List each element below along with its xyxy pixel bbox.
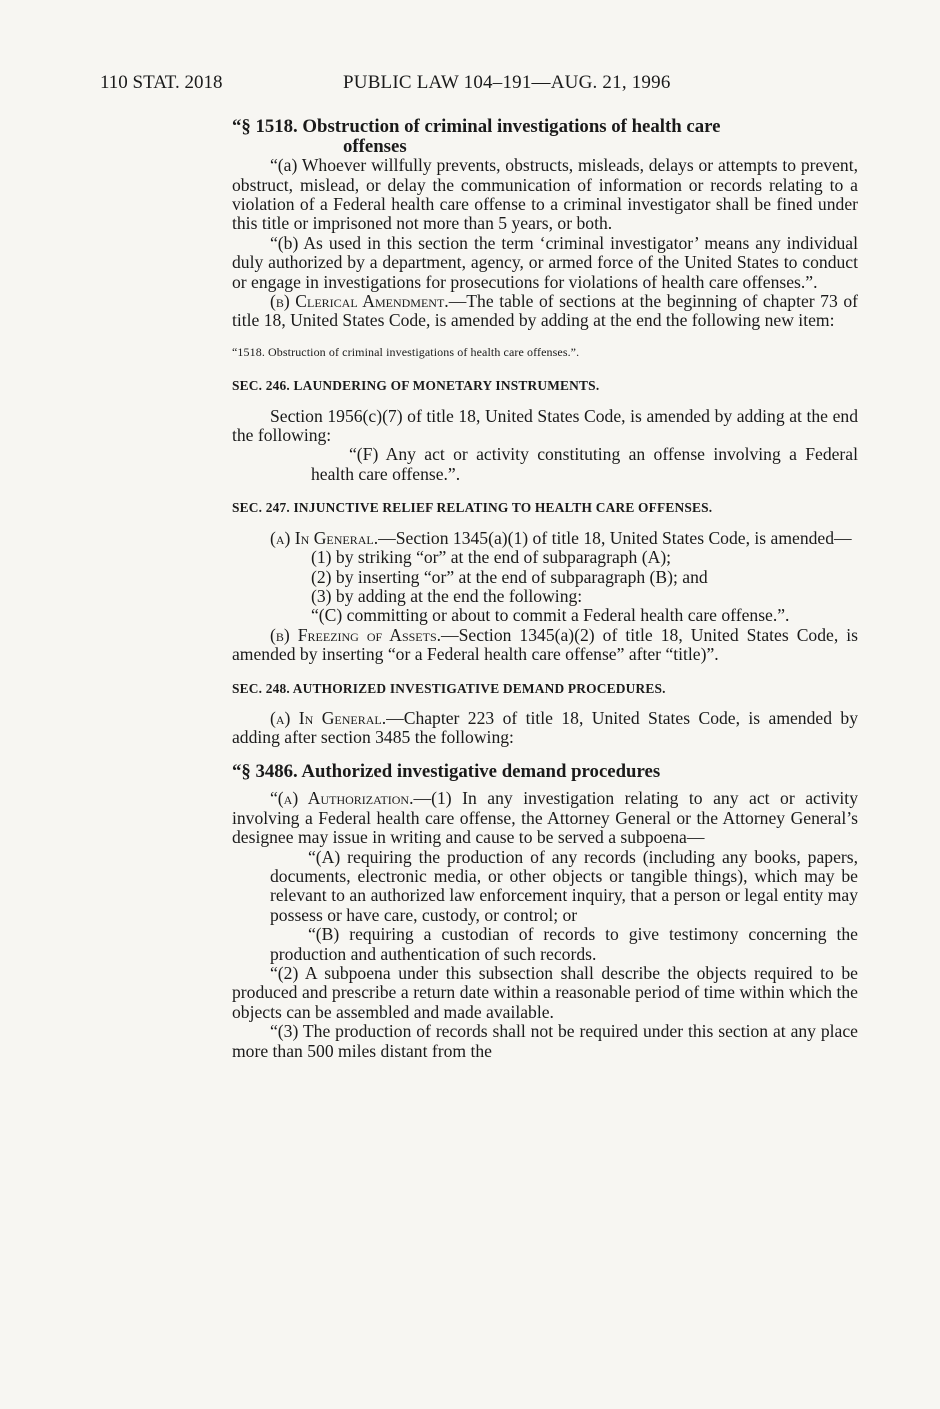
section-248-a-label: (a) In General. [270, 707, 387, 728]
section-248-subsection-a [232, 709, 858, 748]
section-247-item-1: (1) by striking “or” at the end of subparagraph (A); [311, 547, 672, 568]
section-247-item-3: (3) by adding at the end the following: [311, 585, 583, 606]
section-3486-heading: “§ 3486. Authorized investigative demand procedures [232, 760, 661, 782]
table-of-sections-item: “1518. Obstruction of criminal investigations of health care offenses.”. [232, 344, 580, 359]
section-247-subsection-a [232, 529, 858, 548]
section-3486-paragraph-2: “(2) A subpoena under this subsection shall describe the objects required to be produced and prescribe a return date within a reasonable period of time within which the objects can be assembled and made available. [232, 963, 858, 1022]
section-246-subparagraph-f: “(F) Any act or activity constituting an offense involving a Federal health care offense.”. [311, 444, 858, 484]
section-247-a-label: (a) In General. [270, 527, 379, 548]
page-header [100, 72, 840, 96]
section-3486-paragraph-3: “(3) The production of records shall not be required under this section at any place more than 500 miles distant from the [232, 1021, 858, 1061]
section-247-a-text: —Section 1345(a)(1) of title 18, United States Code, is amended— [378, 527, 852, 548]
section-247-item-2: (2) by inserting “or” at the end of subparagraph (B); and [311, 566, 708, 587]
section-1518-heading-line1: “§ 1518. Obstruction of criminal investigations of health care [232, 116, 721, 137]
section-1518-subsection-a: “(a) Whoever willfully prevents, obstructs, misleads, delays or attempts to prevent, obstruct, mislead, or delay the communication of information or records relating to a violation of a Federal health care offense to a criminal investigator shall be fined under this title or imprisoned not more than 5 years, or both. [232, 155, 858, 234]
section-246-title: SEC. 246. LAUNDERING OF MONETARY INSTRUMENTS. [232, 378, 600, 394]
authorization-text: —(1) In any investigation relating to any act or activity involving a Federal health care offense, the Attorney General or the Attorney General’s designee may issue in writing and cause to be served a subpoena— [232, 788, 858, 848]
section-246-paragraph: Section 1956(c)(7) of title 18, United States Code, is amended by adding at the end the following: [232, 405, 858, 446]
document-body [232, 117, 858, 1061]
section-1518-heading [232, 117, 858, 137]
section-1518-heading-line2: offenses [343, 135, 407, 157]
statute-page-number: 110 STAT. 2018 [100, 72, 223, 93]
section-3486-authorization [232, 789, 858, 847]
public-law-citation: PUBLIC LAW 104–191—AUG. 21, 1996 [343, 72, 671, 93]
section-247-title: SEC. 247. INJUNCTIVE RELIEF RELATING TO HEALTH CARE OFFENSES. [232, 500, 713, 516]
section-247-b-label: (b) Freezing of Assets. [270, 624, 442, 645]
section-248-a-text: —Chapter 223 of title 18, United States Code, is amended by adding after section 3485 the following: [232, 707, 858, 748]
authorization-label: “(a) Authorization. [270, 788, 414, 809]
section-1518-subsection-b: “(b) As used in this section the term ‘criminal investigator’ means any individual duly authorized by a department, agency, or armed force of the United States to conduct or engage in investigations for prosecutions for violations of health care offenses.”. [232, 232, 858, 292]
clerical-amendment-text: —The table of sections at the beginning of chapter 73 of title 18, United States Code, is amended by adding at the end the following new item: [232, 291, 858, 331]
section-247-subparagraph-c: “(C) committing or about to commit a Federal health care offense.”. [311, 605, 790, 626]
section-3486-subparagraph-b: “(B) requiring a custodian of records to give testimony concerning the production and authentication of such records. [270, 924, 858, 964]
clerical-amendment-paragraph [232, 292, 858, 331]
section-247-subsection-b [232, 626, 858, 665]
section-247-b-text: —Section 1345(a)(2) of title 18, United States Code, is amended by inserting “or a Federal health care offense” after “title)”. [232, 624, 858, 665]
clerical-amendment-label: (b) Clerical Amendment. [270, 291, 449, 312]
section-248-title: SEC. 248. AUTHORIZED INVESTIGATIVE DEMAND PROCEDURES. [232, 680, 666, 696]
section-3486-subparagraph-a: “(A) requiring the production of any records (including any books, papers, documents, electronic media, or other objects or tangible things), which may be relevant to an authorized law enforcement inquiry, that a person or legal entity may possess or have care, custody, or control; or [270, 846, 858, 925]
